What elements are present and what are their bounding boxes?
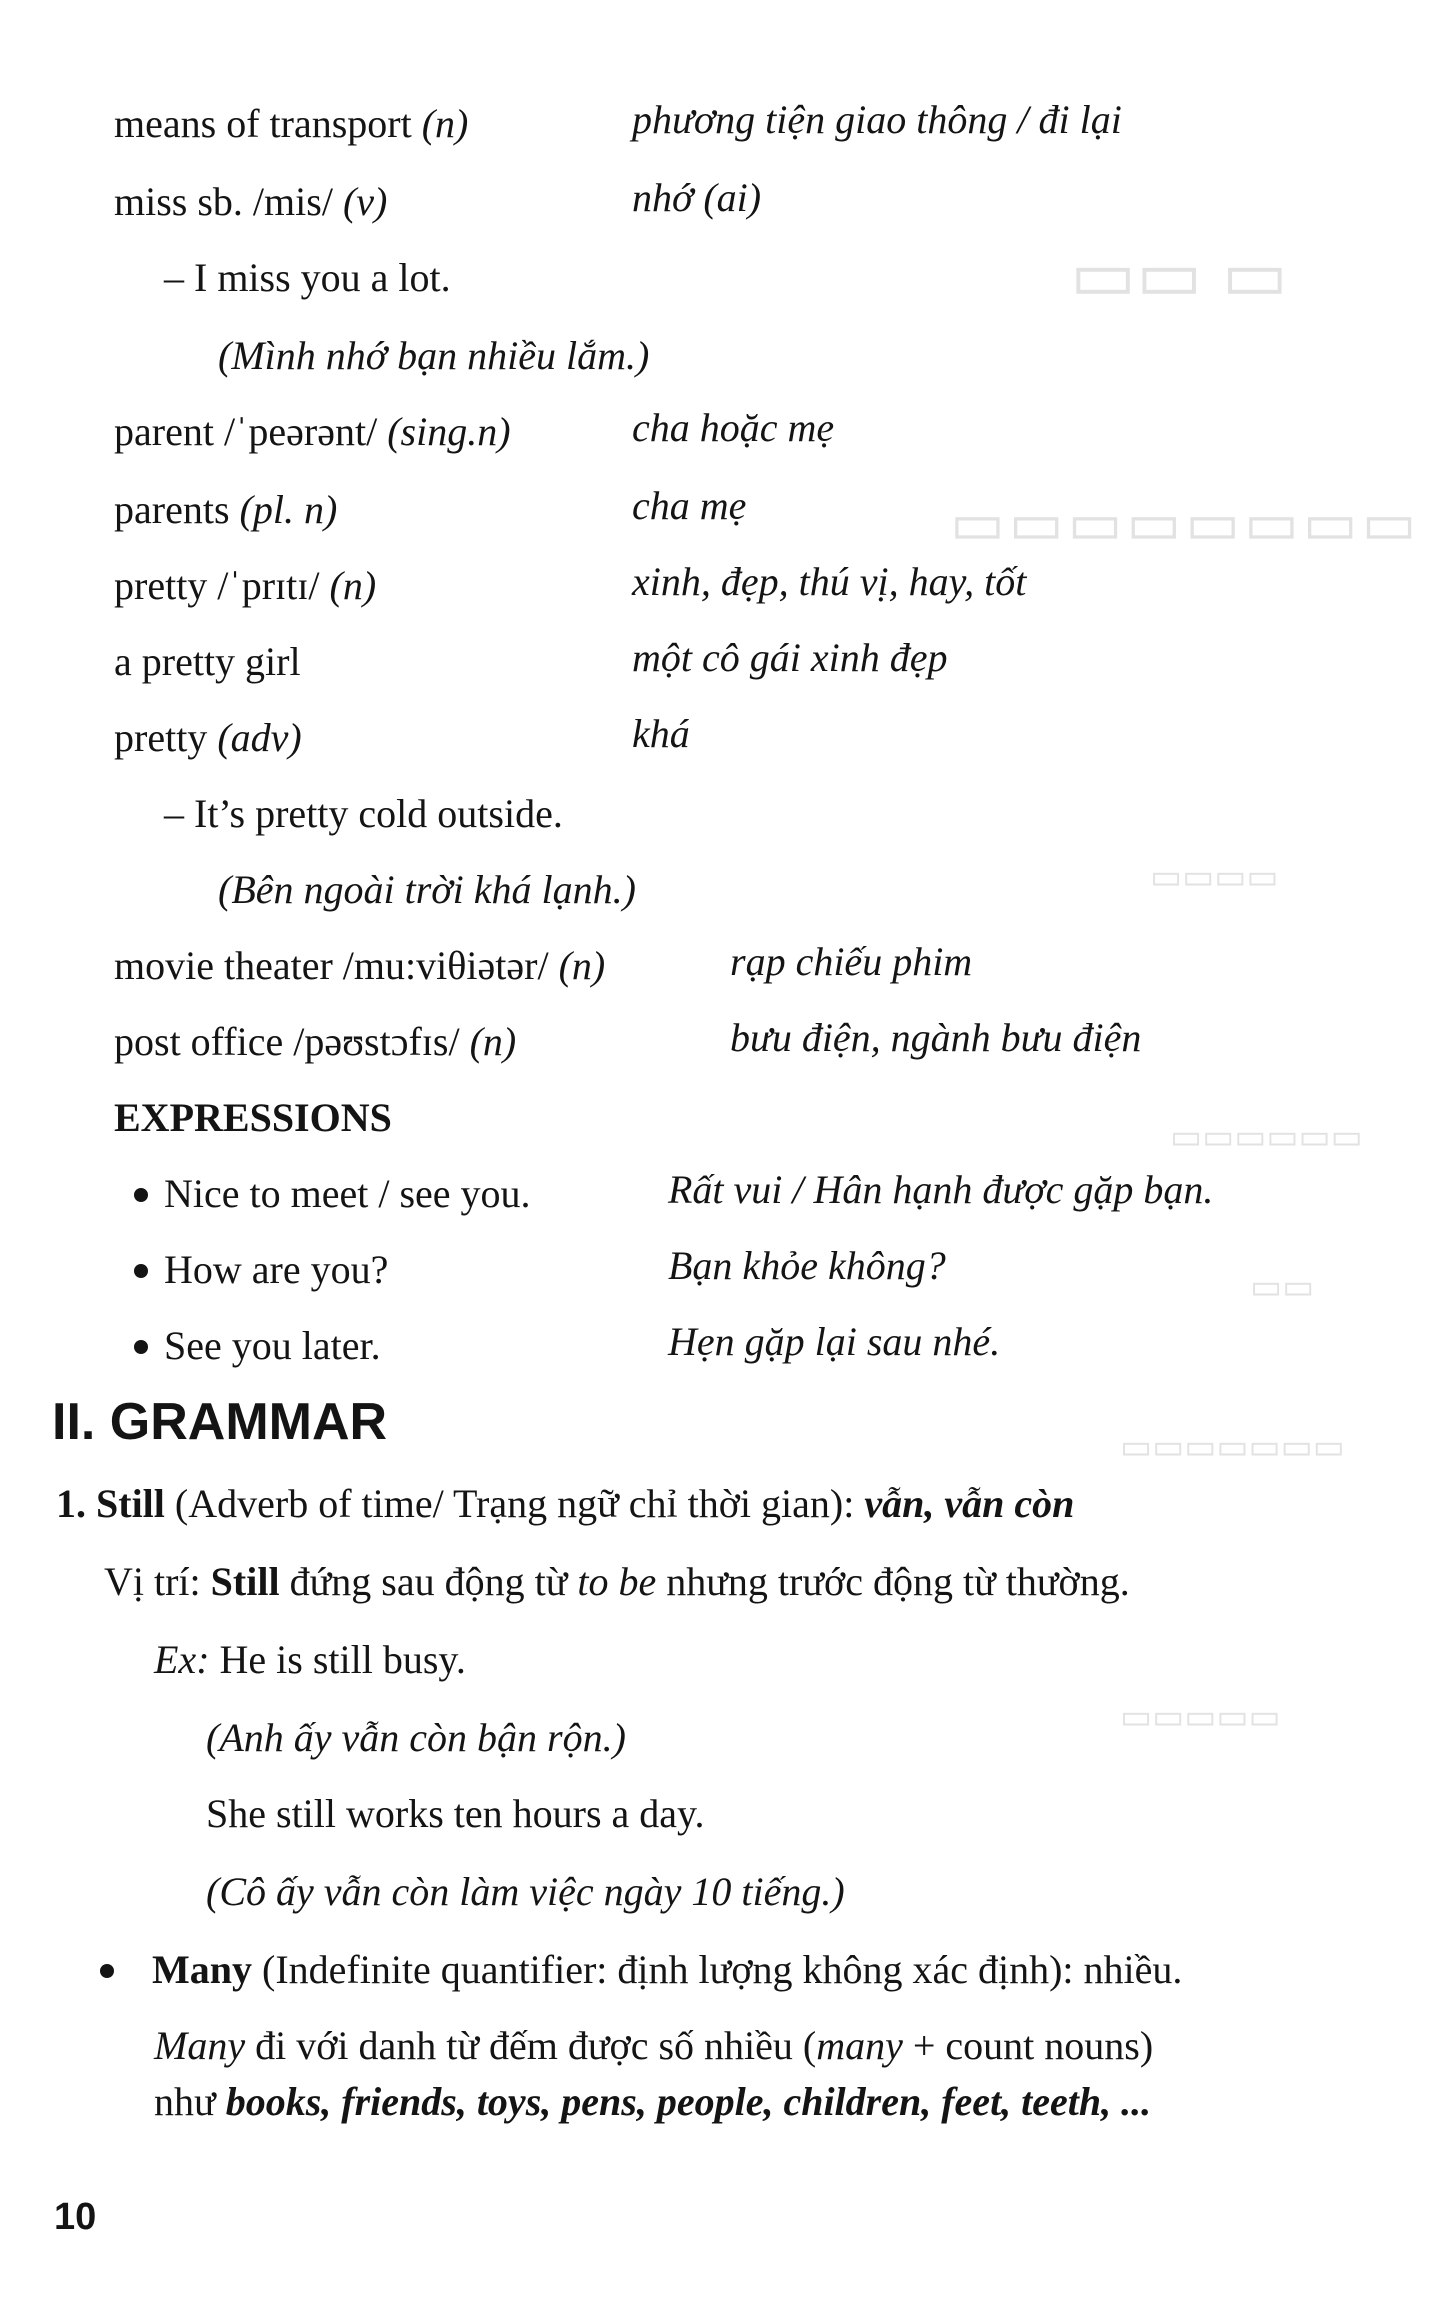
expression-en: See you later. bbox=[164, 1323, 381, 1368]
vocab-pos: (v) bbox=[342, 179, 388, 224]
vocab-row bbox=[114, 487, 338, 532]
item-number: 1. bbox=[56, 1481, 86, 1526]
grammar-many-examples bbox=[154, 2079, 1152, 2124]
vocab-pos: (n) bbox=[329, 563, 377, 608]
example-sentence: He is still busy. bbox=[209, 1637, 466, 1682]
rule-text: đứng sau động từ bbox=[279, 1559, 578, 1604]
example-label: Ex: bbox=[154, 1637, 210, 1682]
expression-item bbox=[134, 1171, 531, 1216]
example-translation: (Bên ngoài trời khá lạnh.) bbox=[218, 867, 636, 912]
grammar-many-rule bbox=[154, 2023, 1154, 2068]
rule-label: Vị trí: bbox=[104, 1559, 211, 1604]
bullet-icon bbox=[100, 1964, 114, 1978]
example-sentence: She still works ten hours a day. bbox=[206, 1791, 705, 1836]
expression-en: Nice to meet / see you. bbox=[164, 1171, 531, 1216]
vocab-meaning: bưu điện, ngành bưu điện bbox=[730, 1015, 1142, 1060]
rule-text: như bbox=[154, 2079, 226, 2124]
vocab-meaning: cha mẹ bbox=[632, 483, 747, 528]
rule-text: + count nouns) bbox=[902, 2023, 1154, 2068]
grammar-description: (Indefinite quantifier: định lượng không xác định): nhiều. bbox=[252, 1947, 1183, 1992]
rule-text: đi với danh từ đếm được số nhiều ( bbox=[245, 2023, 817, 2068]
bleed-through-ghost: ▭▭▭▭▭ bbox=[1120, 1698, 1281, 1736]
vocab-pos: (n) bbox=[469, 1019, 517, 1064]
vocab-row bbox=[114, 1019, 517, 1064]
grammar-position-rule bbox=[104, 1559, 1130, 1604]
example-nouns: books, friends, toys, pens, people, children, feet, teeth, ... bbox=[225, 2079, 1152, 2124]
vocab-term: means of transport bbox=[114, 101, 422, 146]
grammar-meaning: vẫn, vẫn còn bbox=[864, 1481, 1075, 1526]
bleed-through-ghost: ▭▭ bbox=[1250, 1268, 1315, 1306]
bleed-through-ghost: ▭▭ ▭ bbox=[1070, 236, 1288, 314]
vocab-row bbox=[114, 563, 377, 608]
vocab-term: pretty /ˈprɪtɪ/ bbox=[114, 563, 330, 608]
vocab-row bbox=[114, 101, 469, 146]
vocab-row bbox=[114, 943, 606, 988]
vocab-pos: (pl. n) bbox=[239, 487, 338, 532]
vocab-pos: (adv) bbox=[217, 715, 302, 760]
rule-term: Still bbox=[210, 1559, 280, 1604]
expressions-heading: EXPRESSIONS bbox=[114, 1095, 392, 1140]
vocab-meaning: xinh, đẹp, thú vị, hay, tốt bbox=[632, 559, 1027, 604]
vocab-term: miss sb. /mis/ bbox=[114, 179, 343, 224]
vocab-meaning: khá bbox=[632, 711, 690, 756]
vocab-pos: (sing.n) bbox=[387, 409, 511, 454]
vocab-meaning: rạp chiếu phim bbox=[730, 939, 973, 984]
vocab-term: a pretty girl bbox=[114, 639, 301, 684]
expression-vi: Hẹn gặp lại sau nhé. bbox=[668, 1319, 1001, 1364]
vocab-row bbox=[114, 715, 302, 760]
section-heading-grammar: II. GRAMMAR bbox=[52, 1393, 388, 1451]
vocab-meaning: cha hoặc mẹ bbox=[632, 405, 835, 450]
vocab-term: movie theater /mu:viθiətər/ bbox=[114, 943, 559, 988]
grammar-example bbox=[154, 1637, 466, 1682]
bleed-through-ghost: ▭▭▭▭ bbox=[1150, 858, 1279, 896]
expression-item bbox=[134, 1247, 389, 1292]
vocab-meaning: một cô gái xinh đẹp bbox=[632, 635, 948, 680]
example-sentence: – It’s pretty cold outside. bbox=[164, 791, 563, 836]
rule-to-be: to be bbox=[577, 1559, 657, 1604]
grammar-term: Many bbox=[152, 1947, 252, 1992]
bleed-through-ghost: ▭▭▭▭▭▭▭ bbox=[1120, 1428, 1345, 1466]
bullet-icon bbox=[134, 1188, 148, 1202]
bleed-through-ghost: ▭▭▭▭▭▭ bbox=[1170, 1118, 1363, 1156]
rule-term: Many bbox=[154, 2023, 246, 2068]
expression-item bbox=[134, 1323, 381, 1368]
grammar-still-heading bbox=[56, 1481, 1075, 1526]
grammar-many-heading bbox=[100, 1947, 1183, 1992]
bleed-through-ghost: ▭▭▭▭▭▭▭▭ bbox=[950, 491, 1421, 556]
expression-vi: Rất vui / Hân hạnh được gặp bạn. bbox=[668, 1167, 1214, 1212]
example-translation: (Mình nhớ bạn nhiều lắm.) bbox=[218, 333, 650, 378]
vocab-meaning: phương tiện giao thông / đi lại bbox=[632, 97, 1122, 142]
vocab-meaning: nhớ (ai) bbox=[632, 175, 762, 220]
expression-vi: Bạn khỏe không? bbox=[668, 1243, 946, 1288]
vocab-term: parent /ˈpeərənt/ bbox=[114, 409, 388, 454]
rule-text: nhưng trước động từ thường. bbox=[656, 1559, 1130, 1604]
vocab-term: parents bbox=[114, 487, 240, 532]
grammar-term: Still bbox=[96, 1481, 165, 1526]
vocab-row bbox=[114, 639, 301, 684]
vocab-pos: (n) bbox=[558, 943, 606, 988]
grammar-description: (Adverb of time/ Trạng ngữ chỉ thời gian): bbox=[164, 1481, 865, 1526]
expression-en: How are you? bbox=[164, 1247, 389, 1292]
vocab-term: post office /pəʊstɔfɪs/ bbox=[114, 1019, 470, 1064]
bullet-icon bbox=[134, 1264, 148, 1278]
vocab-row bbox=[114, 409, 511, 454]
bullet-icon bbox=[134, 1340, 148, 1354]
rule-term: many bbox=[816, 2023, 903, 2068]
example-translation: (Cô ấy vẫn còn làm việc ngày 10 tiếng.) bbox=[206, 1869, 845, 1914]
example-translation: (Anh ấy vẫn còn bận rộn.) bbox=[206, 1715, 626, 1760]
vocab-pos: (n) bbox=[421, 101, 469, 146]
example-sentence: – I miss you a lot. bbox=[164, 255, 451, 300]
page-number: 10 bbox=[54, 2196, 97, 2238]
vocab-term: pretty bbox=[114, 715, 218, 760]
vocab-row bbox=[114, 179, 388, 224]
